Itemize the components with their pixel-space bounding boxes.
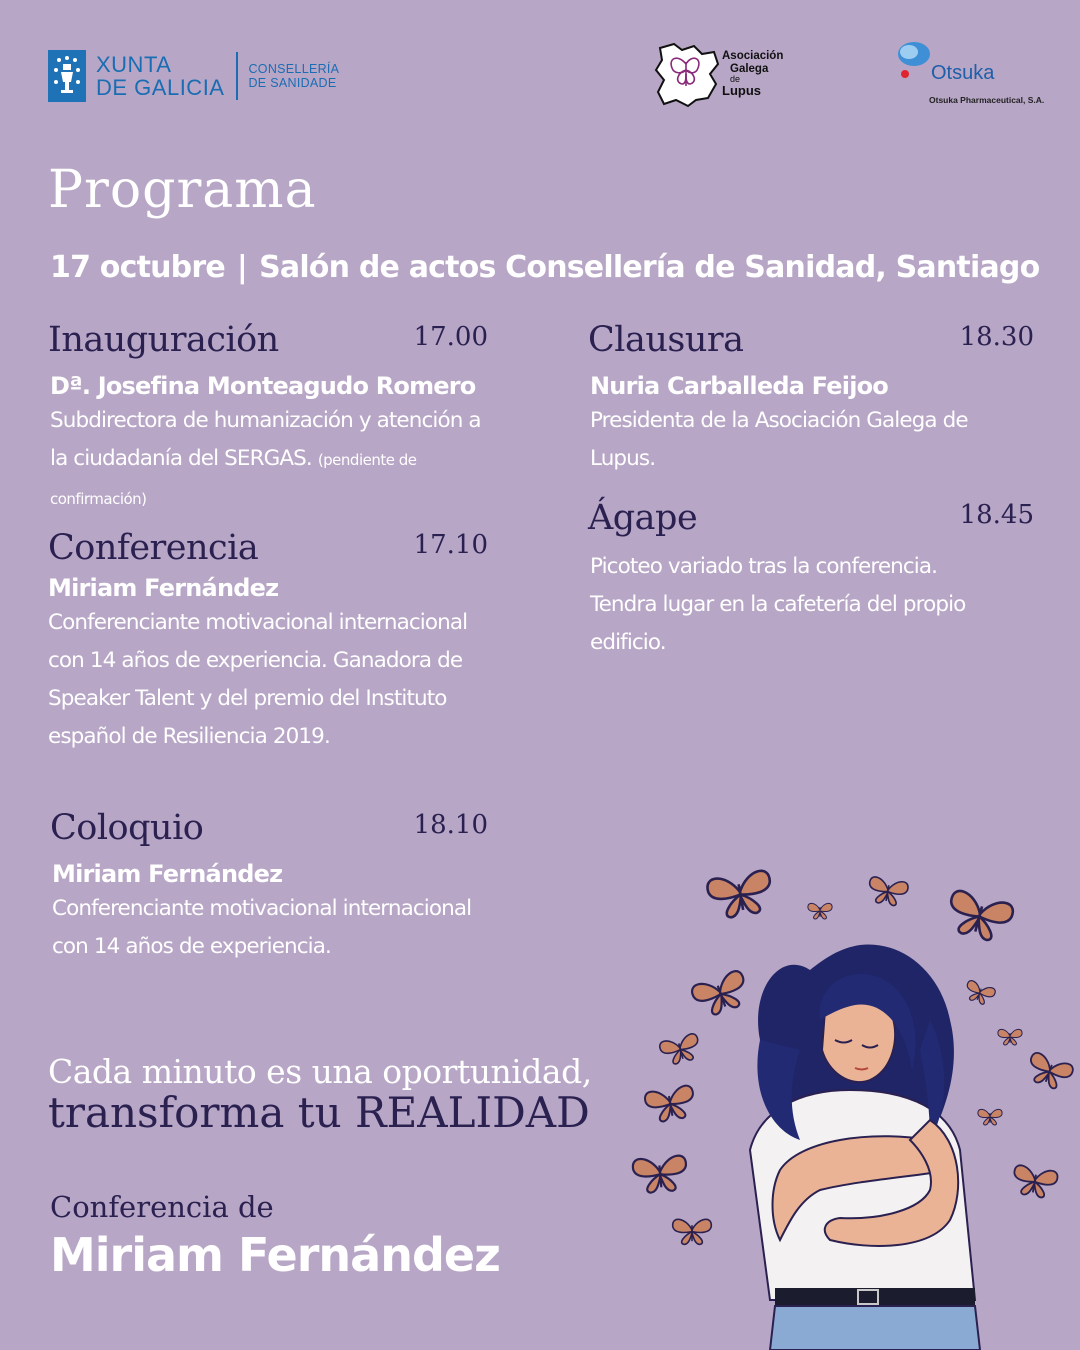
butterfly-icon xyxy=(1024,1051,1075,1092)
event-venue: Salón de actos Consellería de Sanidad, Santiago xyxy=(259,250,1040,285)
conselleria-line2: DE SANIDADE xyxy=(248,76,337,90)
xunta-logo xyxy=(48,50,339,102)
section-time: 18.10 xyxy=(413,810,488,840)
butterfly-icon xyxy=(808,903,832,919)
section-title: Ágape xyxy=(588,498,698,538)
description-text: Subdirectora de humanización y atención a la ciudadanía del SERGAS. xyxy=(50,408,481,471)
otsuka-logo xyxy=(893,40,1043,106)
section-header xyxy=(48,808,488,852)
conselleria-label xyxy=(248,62,339,90)
butterfly-icon xyxy=(944,889,1015,945)
section-time: 17.00 xyxy=(413,322,488,352)
section-time: 17.10 xyxy=(413,530,488,560)
otsuka-wordmark: Otsuka xyxy=(931,62,995,84)
conference-prefix: Conferencia de xyxy=(50,1190,274,1224)
woman-with-butterflies-illustration xyxy=(630,840,1080,1350)
lupus-line3: de xyxy=(730,74,741,84)
section-description xyxy=(50,402,488,518)
section-clausura xyxy=(588,320,1034,478)
date-separator: | xyxy=(236,250,248,285)
tagline-line2: transforma tu REALIDAD xyxy=(48,1088,590,1137)
butterfly-icon xyxy=(998,1029,1022,1045)
butterfly-icon xyxy=(706,869,775,920)
lupus-association-logo xyxy=(652,40,784,108)
section-header xyxy=(48,528,488,572)
conselleria-line1: CONSELLERÍA xyxy=(248,62,340,76)
butterfly-icon xyxy=(963,980,997,1008)
logo-divider xyxy=(236,52,238,100)
speaker-name: Nuria Carballeda Feijoo xyxy=(590,372,888,400)
butterfly-icon xyxy=(644,1085,697,1124)
galicia-shield-icon xyxy=(48,50,86,102)
section-title: Inauguración xyxy=(48,320,279,360)
section-time: 18.45 xyxy=(959,500,1034,530)
tagline-line1: Cada minuto es una oportunidad, xyxy=(48,1052,592,1091)
xunta-line2: DE GALICIA xyxy=(96,75,225,100)
lupus-line2: Galega xyxy=(730,62,769,75)
page-title: Programa xyxy=(48,160,317,220)
butterfly-icon xyxy=(690,969,752,1020)
butterfly-icon xyxy=(1011,1164,1059,1199)
xunta-line1: XUNTA xyxy=(96,52,172,77)
section-title: Conferencia xyxy=(48,528,259,568)
section-inauguracion xyxy=(48,320,488,518)
section-description: Presidenta de la Asociación Galega de Lupus. xyxy=(590,408,968,471)
conference-speaker-name: Miriam Fernández xyxy=(50,1228,500,1282)
speaker-name: Miriam Fernández xyxy=(52,860,283,888)
butterfly-icon xyxy=(673,1219,712,1244)
butterfly-icon xyxy=(866,876,908,907)
confirmation-note: (pendiente de confirmación) xyxy=(50,451,417,508)
date-venue-line xyxy=(50,250,1039,285)
section-title: Clausura xyxy=(588,320,744,360)
section-description: Picoteo variado tras la conferencia. Tendra lugar en la cafetería del propio edificio. xyxy=(590,554,966,655)
butterfly-icon xyxy=(659,1033,703,1067)
section-agape xyxy=(588,498,1034,662)
section-description: Conferenciante motivacional internacional con 14 años de experiencia. xyxy=(52,896,472,959)
lupus-association-wordmark xyxy=(722,50,783,98)
lupus-line1: Asociación xyxy=(722,50,784,62)
event-date: 17 octubre xyxy=(50,250,225,285)
section-description: Conferenciante motivacional internacional con 14 años de experiencia. Ganadora de Speaker Talent y del premio del Instituto español de Resiliencia 2019. xyxy=(48,610,468,749)
section-time: 18.30 xyxy=(959,322,1034,352)
section-conferencia xyxy=(48,528,488,756)
butterfly-icon xyxy=(978,1109,1002,1125)
section-title: Coloquio xyxy=(50,808,204,848)
speaker-name: Miriam Fernández xyxy=(48,574,279,602)
section-header xyxy=(588,498,1034,542)
otsuka-subtitle: Otsuka Pharmaceutical, S.A. xyxy=(929,95,1045,105)
xunta-wordmark xyxy=(96,53,224,99)
section-header xyxy=(588,320,1034,364)
butterfly-icon xyxy=(632,1155,688,1194)
speaker-name: Dª. Josefina Monteagudo Romero xyxy=(50,372,476,400)
galicia-map-butterfly-icon xyxy=(652,40,724,108)
otsuka-symbol-icon xyxy=(893,40,933,84)
section-header xyxy=(48,320,488,364)
section-coloquio xyxy=(48,808,488,966)
lupus-line4: Lupus xyxy=(722,83,761,98)
